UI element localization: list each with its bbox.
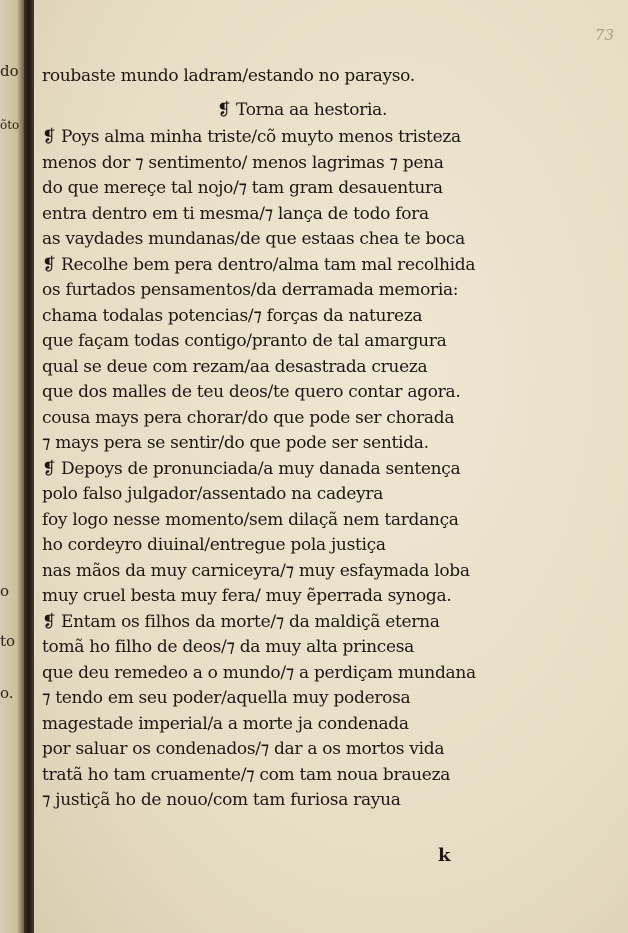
text-line: que façam todas contigo/pranto de tal amargura xyxy=(42,331,447,351)
page-text xyxy=(42,64,562,814)
text-line: entra dentro em ti mesma/⁊ lança de todo fora xyxy=(42,203,429,224)
text-line: ❡ Depoys de pronunciada/a muy danada sentença xyxy=(42,458,461,479)
text-line: ⁊ justiçã ho de nouo/com tam furiosa rayua xyxy=(42,790,401,810)
text-line: ⁊ mays pera se sentir/do que pode ser sentida. xyxy=(42,433,429,453)
text-line: ❡ Entam os filhos da morte/⁊ da maldiçã eterna xyxy=(42,611,440,632)
book-page xyxy=(34,0,628,933)
facing-page-fragment: to xyxy=(0,632,16,650)
text-line: chama todalas potencias/⁊ forças da natureza xyxy=(42,305,423,326)
facing-page-fragment: õto xyxy=(0,118,20,132)
text-line: foy logo nesse momento/sem dilaçã nem tardança xyxy=(42,509,459,530)
text-line: muy cruel besta muy fera/ muy ẽperrada synoga. xyxy=(42,586,452,606)
text-line: tomã ho filho de deos/⁊ da muy alta princesa xyxy=(42,637,414,657)
text-line: ho cordeyro diuinal/entregue pola justiça xyxy=(42,535,386,555)
text-line: ⁊ tendo em seu poder/aquella muy poderosa xyxy=(42,688,411,708)
text-line: magestade imperial/a a morte ja condenada xyxy=(42,713,409,734)
facing-page-fragment: do xyxy=(0,62,19,80)
facing-page-fragment: o xyxy=(0,582,10,600)
text-line: os furtados pensamentos/da derramada memoria: xyxy=(42,280,459,300)
text-line: do que mereçe tal nojo/⁊ tam gram desauentura xyxy=(42,178,443,198)
text-line: polo falso julgador/assentado na cadeyra xyxy=(42,484,384,504)
text-line: nas mãos da muy carniceyra/⁊ muy esfaymada loba xyxy=(42,560,470,581)
text-line: cousa mays pera chorar/do que pode ser chorada xyxy=(42,407,455,428)
facing-page-edge xyxy=(0,0,24,933)
section-heading: ❡ Torna aa hestoria. xyxy=(216,99,388,120)
text-line: que deu remedeo a o mundo/⁊ a perdiçam mundana xyxy=(42,662,476,683)
text-line: roubaste mundo ladram/estando no parayso. xyxy=(42,66,415,86)
book-gutter xyxy=(24,0,34,933)
text-line: que dos malles de teu deos/te quero contar agora. xyxy=(42,382,461,402)
signature-mark: k xyxy=(438,845,451,866)
text-line: ❡ Recolhe bem pera dentro/alma tam mal recolhida xyxy=(42,254,476,275)
text-line: qual se deue com rezam/aa desastrada crueza xyxy=(42,356,428,377)
text-line: as vaydades mundanas/de que estaas chea te boca xyxy=(42,229,465,249)
folio-number: 73 xyxy=(594,26,614,44)
text-line: por saluar os condenados/⁊ dar a os mortos vida xyxy=(42,739,445,759)
text-line: tratã ho tam cruamente/⁊ com tam noua braueza xyxy=(42,764,451,785)
text-line: menos dor ⁊ sentimento/ menos lagrimas ⁊ pena xyxy=(42,152,444,173)
text-line: ❡ Poys alma minha triste/cõ muyto menos tristeza xyxy=(42,127,461,147)
facing-page-fragment: o. xyxy=(0,684,14,702)
